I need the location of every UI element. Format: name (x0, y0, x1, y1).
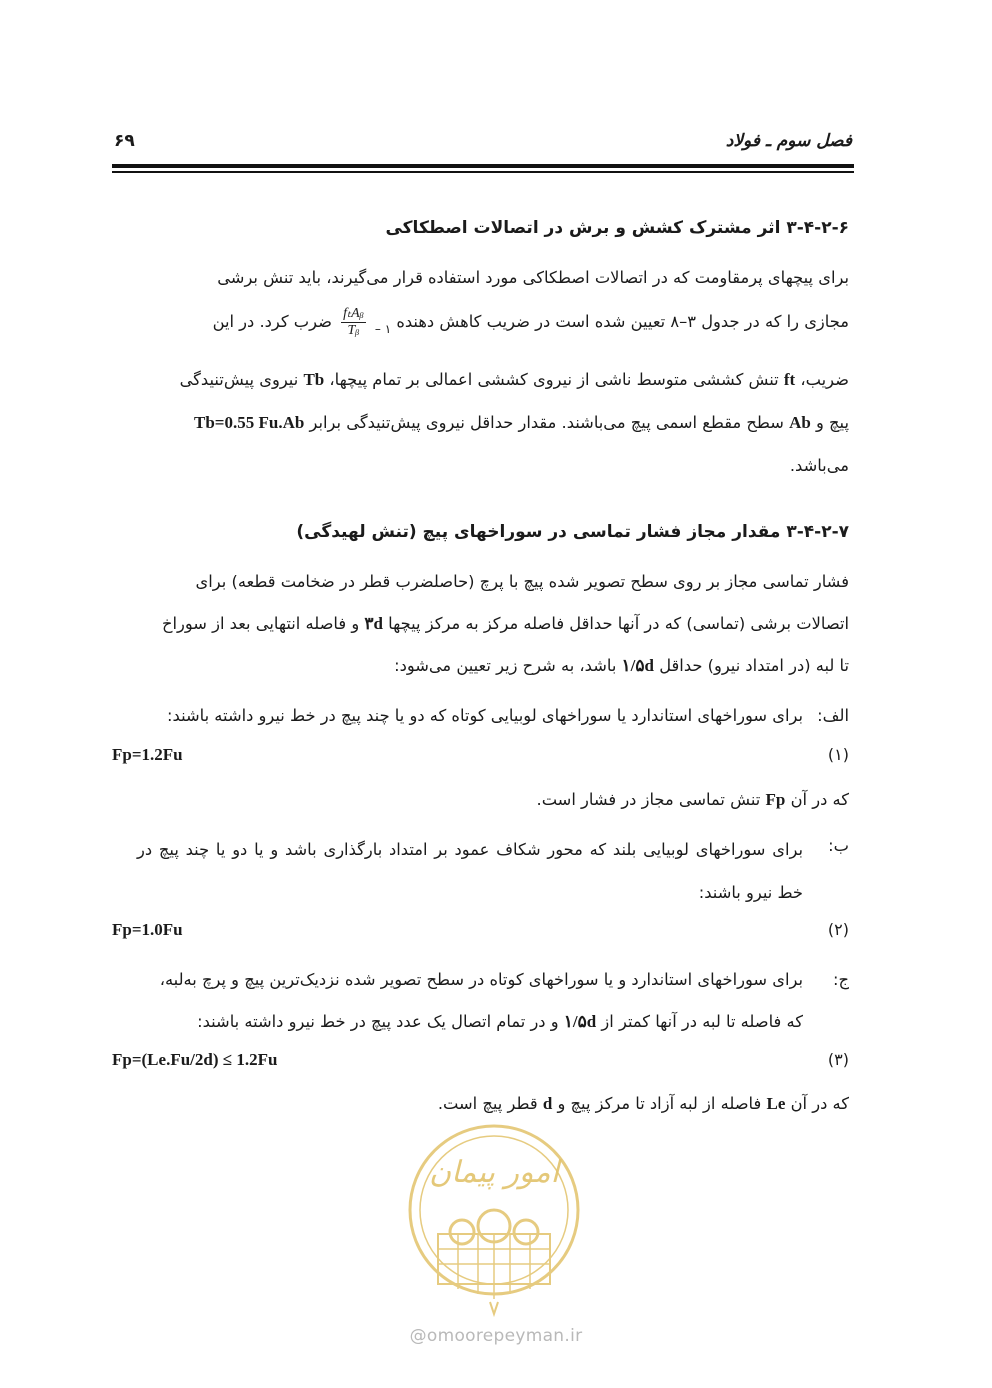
header-rule-thin (112, 171, 854, 173)
chapter-header: فصل سوم ـ فولاد (725, 131, 852, 151)
paragraph-text: ضرب کرد. در این (212, 312, 332, 331)
paragraph-text: که فاصله تا لبه در آنها کمتر از (601, 1012, 803, 1031)
fraction-numerator: fₜAᵦ (343, 306, 364, 321)
symbol-1-5d: ۱/۵d (621, 656, 654, 675)
equation-formula: Fp=(Le.Fu/2d) ≤ 1.2Fu (112, 1050, 278, 1069)
paragraph-text: سطح مقطع اسمی پیچ می‌باشند. مقدار حداقل نیروی پیش‌تنیدگی برابر (309, 413, 784, 432)
paragraph-text: مجازی را که در جدول ۳–۸ تعیین شده است در ضریب کاهش دهنده (396, 312, 849, 331)
symbol-le: Le (766, 1094, 786, 1113)
paragraph-line (537, 790, 849, 810)
item-text: برای سوراخهای استاندارد و یا سوراخهای کوتاه در سطح تصویر شده نزدیک‌ترین پیچ و پرچ به‌لبه، (159, 970, 803, 989)
symbol-ft: ft (783, 370, 796, 389)
paragraph-text: و فاصله انتهایی بعد از سوراخ (161, 614, 360, 633)
fraction-denominator: Tᵦ (347, 323, 360, 338)
header-rule-thick (112, 164, 854, 168)
paragraph-line (194, 413, 849, 433)
item-text: برای سوراخهای لوبیایی بلند که محور شکاف عمود بر امتداد بارگذاری باشد و یا دو یا چند پیچ در خط نیرو باشند: (137, 840, 803, 902)
list-item-a (137, 698, 849, 734)
watermark-site: @omoorepeyman.ir (409, 1326, 583, 1346)
paragraph-line (438, 1094, 849, 1114)
paragraph-line (180, 370, 849, 390)
equation-1 (112, 745, 849, 771)
equation-2 (112, 920, 849, 946)
paragraph-text: فاصله از لبه آزاد تا مرکز پیچ و (557, 1094, 762, 1113)
logo-lettering: امور پیمان (429, 1155, 559, 1190)
paragraph-text: که در آن (790, 1094, 849, 1113)
symbol-fp: Fp (765, 790, 786, 809)
item-label: الف: (817, 706, 849, 725)
paragraph-text: و در تمام اتصال یک عدد پیچ در خط نیرو داشته باشند: (197, 1012, 559, 1031)
item-text: برای سوراخهای استاندارد یا سوراخهای لوبیایی کوتاه که دو یا چند پیچ در خط نیرو داشته باشند: (167, 706, 803, 725)
paragraph-line (162, 614, 849, 634)
equation-formula: Fp=1.2Fu (112, 745, 183, 764)
list-item-b (137, 828, 849, 914)
paragraph-text: قطر پیچ است. (437, 1094, 538, 1113)
symbol-d: d (542, 1094, 553, 1113)
symbol-1-5d: ۱/۵d (563, 1012, 597, 1031)
section-heading-6: ۳-۴-۲-۶ اثر مشترک کشش و برش در اتصالات اصطکاکی (385, 218, 849, 238)
item-label: ج: (833, 970, 849, 989)
reduction-fraction (341, 306, 366, 339)
paragraph-line (394, 656, 849, 676)
list-item-c (137, 962, 849, 1040)
paragraph-text: باشد، به شرح زیر تعیین می‌شود: (394, 656, 617, 675)
page-number: ۶۹ (114, 131, 135, 151)
symbol-tb: Tb (303, 370, 325, 389)
symbol-3d: ۳d (364, 614, 383, 633)
paragraph-text: تا لبه (در امتداد نیرو) حداقل (659, 656, 849, 675)
paragraph-text: تنش تماسی مجاز در فشار است. (536, 790, 761, 809)
paragraph-text: که در آن (790, 790, 849, 809)
equation-number: (۱) (827, 745, 849, 764)
watermark-logo (398, 1114, 590, 1324)
equation-number: (۳) (827, 1050, 849, 1069)
paragraph-line: می‌باشد. (789, 456, 849, 475)
symbol-ab: Ab (789, 413, 811, 432)
fraction-one: ۱ – (374, 322, 392, 336)
paragraph-line: برای پیچهای پرمقاومت که در اتصالات اصطکاکی مورد استفاده قرار می‌گیرند، باید تنش برشی (217, 268, 849, 287)
equation-3 (112, 1050, 849, 1076)
paragraph-line (213, 306, 849, 339)
section-heading-7: ۳-۴-۲-۷ مقدار مجاز فشار تماسی در سوراخهای پیچ (تنش لهیدگی) (296, 522, 849, 542)
paragraph-text: ضریب، (800, 370, 849, 389)
pretension-formula: Tb=0.55 Fu.Ab (194, 413, 305, 432)
paragraph-text: تنش کششی متوسط ناشی از نیروی کششی اعمالی بر تمام پیچها، (329, 370, 779, 389)
paragraph-text: پیچ و (816, 413, 849, 432)
paragraph-line: فشار تماسی مجاز بر روی سطح تصویر شده پیچ با پرچ (حاصلضرب قطر در ضخامت قطعه) برای (195, 572, 849, 591)
equation-formula: Fp=1.0Fu (112, 920, 183, 939)
equation-number: (۲) (827, 920, 849, 939)
item-text (137, 1004, 803, 1040)
item-label: ب: (828, 836, 849, 855)
paragraph-text: اتصالات برشی (تماسی) که در آنها حداقل فاصله مرکز به مرکز پیچها (388, 614, 849, 633)
paragraph-text: نیروی پیش‌تنیدگی (179, 370, 299, 389)
